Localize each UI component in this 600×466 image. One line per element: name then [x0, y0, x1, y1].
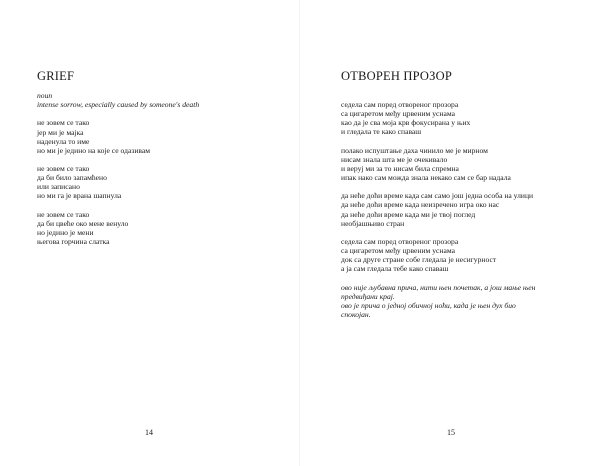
right-page-title: ОТВОРЕН ПРОЗОР — [341, 69, 452, 83]
left-stanza-3 — [37, 210, 199, 246]
right-stanza-4 — [341, 237, 535, 273]
verse-line: његова горчина слатка — [37, 237, 110, 247]
verse-line: да неће доћи време када неизречено игра око нас — [341, 200, 500, 210]
verse-line: полако испуштање даха чинило ме је мирном — [341, 145, 488, 155]
right-stanza-2 — [341, 146, 535, 182]
verse-line: но ми је једино на које се одазивам — [37, 145, 151, 155]
right-page — [300, 0, 600, 466]
closing-line: ово је прича о једној обичној ноћи, када је њен дух био — [341, 300, 516, 310]
right-stanza-3 — [341, 191, 535, 227]
verse-line: но ми га је врана шапнула — [37, 191, 122, 201]
verse-line: и веруј ми за то нисам била спремна — [341, 163, 459, 173]
verse-line: и гледала те како спаваш — [341, 127, 422, 137]
verse-line: седела сам поред отвореног прозора — [341, 100, 459, 109]
verse-line: јер ми је мајка — [37, 127, 84, 137]
verse-line: са цигаретом међу црвеним уснама — [341, 109, 455, 119]
verse-line: ипак нако сам можда знала некако сам се бар надала — [341, 172, 511, 182]
verse-line: да неће доћи време када ми је твој поглед — [341, 209, 476, 219]
verse-line: но једино је мени — [37, 228, 94, 238]
verse-line: не зовем се тако — [37, 118, 90, 128]
closing-line: предвиђани крај. — [341, 291, 395, 301]
dictionary-definition — [37, 91, 199, 109]
left-page-title: GRIEF — [37, 69, 75, 83]
verse-line: наденула то име — [37, 136, 90, 146]
right-page-number: 15 — [447, 428, 455, 437]
left-page-body — [37, 91, 199, 246]
verse-line: а ја сам гледала тебе како спаваш — [341, 264, 449, 274]
verse-line: или записано — [37, 182, 80, 192]
left-page-number: 14 — [145, 428, 153, 437]
closing-line: спокојан. — [341, 309, 371, 319]
verse-line: седела сам поред отвореног прозора — [341, 237, 459, 247]
verse-line: нисам знала шта ме је очекивало — [341, 154, 448, 164]
left-stanza-1 — [37, 118, 199, 154]
definition-text: intense sorrow, especially caused by someone's death — [37, 100, 200, 110]
closing-note — [341, 283, 535, 319]
verse-line: да би било запамћено — [37, 173, 107, 183]
right-stanza-1 — [341, 100, 535, 136]
verse-line: да неће доћи време када сам само још једна особа на улици — [341, 191, 534, 201]
verse-line: не зовем се тако — [37, 209, 90, 219]
verse-line: са цигаретом међу црвеним уснама — [341, 246, 455, 256]
verse-line: као да је сва моја крв фокусирана у њих — [341, 118, 471, 128]
closing-line: ово није љубавна прича, нити њен почетак, а још мање њен — [341, 282, 536, 292]
left-stanza-2 — [37, 164, 199, 200]
verse-line: да би цвеће око мене венуло — [37, 218, 129, 228]
right-page-body — [341, 100, 535, 319]
verse-line: необјашњиво стран — [341, 218, 405, 228]
verse-line: док са друге стране собе гледала је несигурност — [341, 255, 497, 265]
verse-line: не зовем се тако — [37, 164, 90, 174]
definition-pos: noun — [37, 91, 53, 100]
